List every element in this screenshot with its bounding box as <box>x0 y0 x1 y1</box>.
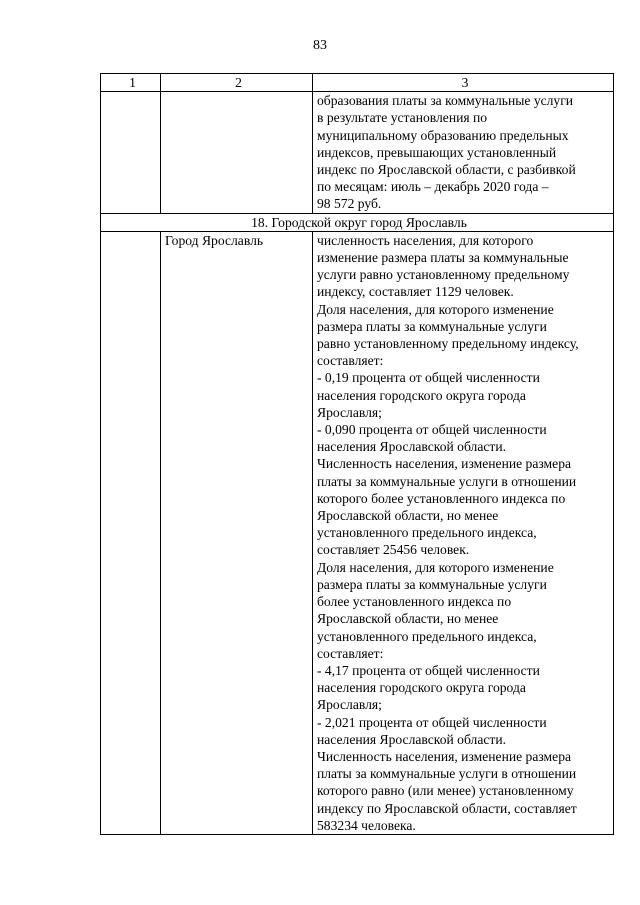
text-line: - 4,17 процента от общей численности <box>317 662 540 678</box>
municipality-name: Город Ярославль <box>161 231 313 834</box>
text-line: - 0,19 процента от общей численности <box>317 370 540 386</box>
section-row <box>101 213 614 231</box>
text-line: населения городского округа города <box>317 387 526 403</box>
municipality-col-1 <box>101 231 161 834</box>
continuation-col-2 <box>161 92 313 213</box>
text-line: установленного предельного индекса, <box>317 525 537 541</box>
text-line: равно установленному предельному индексу, <box>317 336 579 352</box>
text-line: Ярославской области, но менее <box>317 611 499 627</box>
text-line: населения Ярославской области. <box>317 731 507 747</box>
municipality-text <box>313 231 614 834</box>
text-line: размера платы за коммунальные услуги <box>317 318 547 334</box>
text-line: индекс по Ярославской области, с разбивкой <box>317 162 576 178</box>
text-line: населения Ярославской области. <box>317 439 507 455</box>
text-line: Ярославля; <box>317 697 382 713</box>
text-line: Ярославской области, но менее <box>317 508 499 524</box>
text-line: по месяцам: июль – декабрь 2020 года – <box>317 179 549 195</box>
text-line: в результате установления по <box>317 110 488 126</box>
text-line: индексов, превышающих установленный <box>317 144 557 160</box>
text-line: населения городского округа города <box>317 680 526 696</box>
text-line: услуги равно установленному предельному <box>317 267 570 283</box>
municipality-row <box>101 231 614 834</box>
header-col-1: 1 <box>101 74 161 92</box>
text-line: размера платы за коммунальные услуги <box>317 576 547 592</box>
text-line: Доля населения, для которого изменение <box>317 559 554 575</box>
text-line: которого более установленного индекса по <box>317 490 566 506</box>
page-number: 83 <box>313 38 327 53</box>
text-line: изменение размера платы за коммунальные <box>317 250 569 266</box>
text-line: составляет 25456 человек. <box>317 542 470 558</box>
text-line: - 0,090 процента от общей численности <box>317 422 547 438</box>
text-line: Численность населения, изменение размера <box>317 456 572 472</box>
continuation-col-1 <box>101 92 161 213</box>
header-col-2: 2 <box>161 74 313 92</box>
text-line: более установленного индекса по <box>317 594 512 610</box>
text-line: которого равно (или менее) установленному <box>317 783 574 799</box>
text-line: - 2,021 процента от общей численности <box>317 714 547 730</box>
continuation-row <box>101 92 614 213</box>
text-line: составляет: <box>317 353 384 369</box>
text-line: платы за коммунальные услуги в отношении <box>317 766 577 782</box>
header-col-3: 3 <box>313 74 614 92</box>
text-line: индексу, составляет 1129 человек. <box>317 284 514 300</box>
text-line: индексу по Ярославской области, составляет <box>317 800 577 816</box>
text-line: установленного предельного индекса, <box>317 628 537 644</box>
text-line: 583234 человека. <box>317 817 416 833</box>
text-line: численность населения, для которого <box>317 232 534 248</box>
data-table <box>100 73 614 835</box>
section-title: 18. Городской округ город Ярославль <box>101 213 614 231</box>
text-line: муниципальному образованию предельных <box>317 127 569 143</box>
text-line: 98 572 руб. <box>317 196 382 212</box>
header-row <box>101 74 614 92</box>
text-line: составляет: <box>317 645 384 661</box>
text-line: Численность населения, изменение размера <box>317 748 572 764</box>
text-line: Доля населения, для которого изменение <box>317 301 554 317</box>
text-line: платы за коммунальные услуги в отношении <box>317 473 577 489</box>
text-line: образования платы за коммунальные услуги <box>317 93 574 109</box>
text-line: Ярославля; <box>317 404 382 420</box>
continuation-text <box>313 92 614 213</box>
